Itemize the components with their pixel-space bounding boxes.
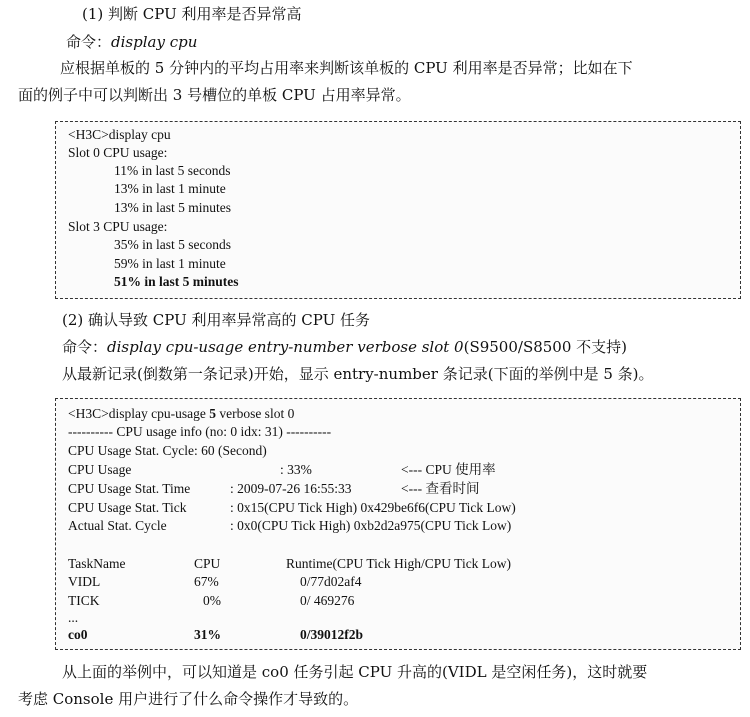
cli-prompt: <H3C>display cpu	[68, 127, 171, 142]
table-cell-task-highlight: co0	[68, 627, 88, 642]
table-header-runtime: Runtime(CPU Tick High/CPU Tick Low)	[286, 556, 512, 571]
time-note: <--- 查看时间	[401, 481, 480, 496]
command-text: display cpu-usage entry-number verbose slot 0	[107, 338, 464, 356]
section1-heading: (1) 判断 CPU 利用率是否异常高	[82, 5, 302, 23]
section1-paragraph-line1: 应根据单板的 5 分钟内的平均占用率来判断该单板的 CPU 利用率是否异常；比如在下	[60, 59, 633, 77]
command-text: display cpu	[111, 33, 198, 51]
slot0-row: 13% in last 1 minute	[114, 181, 226, 196]
table-cell-cpu-highlight: 31%	[194, 627, 221, 642]
table-header-cpu: CPU	[194, 556, 221, 571]
slot3-title: Slot 3 CPU usage:	[68, 219, 168, 234]
cli-output-display-cpu	[55, 121, 741, 299]
conclusion-line2: 考虑 Console 用户进行了什么命令操作才导致的。	[18, 690, 359, 708]
section2-command	[62, 337, 627, 357]
table-cell-ellipsis: ...	[68, 610, 79, 625]
prompt-part: verbose slot 0	[215, 406, 295, 421]
tick-label: CPU Usage Stat. Tick	[68, 500, 187, 515]
table-cell-runtime-highlight: 0/39012f2b	[300, 627, 364, 642]
entry-number: 5	[209, 406, 216, 421]
section2-heading: (2) 确认导致 CPU 利用率异常高的 CPU 任务	[62, 311, 370, 329]
slot0-row: 11% in last 5 seconds	[114, 163, 231, 178]
usage-value: : 33%	[280, 462, 312, 477]
slot0-title: Slot 0 CPU usage:	[68, 145, 168, 160]
stat-cycle: CPU Usage Stat. Cycle: 60 (Second)	[68, 443, 267, 458]
actual-label: Actual Stat. Cycle	[68, 518, 167, 533]
time-value: : 2009-07-26 16:55:33	[230, 481, 352, 496]
slot3-row: 35% in last 5 seconds	[114, 237, 231, 252]
table-cell-task: TICK	[68, 593, 100, 608]
slot3-row-highlight: 51% in last 5 minutes	[114, 274, 239, 289]
actual-value: : 0x0(CPU Tick High) 0xb2d2a975(CPU Tick Low)	[230, 518, 512, 533]
table-cell-cpu: 0%	[203, 593, 221, 608]
tick-value: : 0x15(CPU Tick High) 0x429be6f6(CPU Tick Low)	[230, 500, 516, 515]
table-cell-runtime: 0/ 469276	[300, 593, 355, 608]
time-label: CPU Usage Stat. Time	[68, 481, 191, 496]
table-cell-runtime: 0/77d02af4	[300, 574, 362, 589]
usage-label: CPU Usage	[68, 462, 132, 477]
slot0-row: 13% in last 5 minutes	[114, 200, 231, 215]
table-header-taskname: TaskName	[68, 556, 126, 571]
usage-note: <--- CPU 使用率	[401, 462, 496, 477]
command-note: (S9500/S8500 不支持)	[463, 338, 628, 356]
cli-prompt	[68, 405, 294, 423]
cli-output-cpu-usage	[55, 398, 741, 650]
command-prefix: 命令：	[62, 338, 108, 356]
section2-paragraph: 从最新记录(倒数第一条记录)开始，显示 entry-number 条记录(下面的举例中是 5 条)。	[62, 365, 654, 383]
table-cell-cpu: 67%	[194, 574, 219, 589]
table-cell-task: VIDL	[68, 574, 101, 589]
section1-paragraph-line2: 面的例子中可以判断出 3 号槽位的单板 CPU 占用率异常。	[18, 86, 411, 104]
slot3-row: 59% in last 1 minute	[114, 256, 226, 271]
section1-command	[66, 32, 197, 52]
usage-info-line: ---------- CPU usage info (no: 0 idx: 31) ----------	[68, 424, 332, 439]
prompt-part: <H3C>display cpu-usage	[68, 406, 210, 421]
conclusion-line1: 从上面的举例中，可以知道是 co0 任务引起 CPU 升高的(VIDL 是空闲任务)，这时就要	[62, 663, 648, 681]
command-prefix: 命令：	[66, 33, 112, 51]
